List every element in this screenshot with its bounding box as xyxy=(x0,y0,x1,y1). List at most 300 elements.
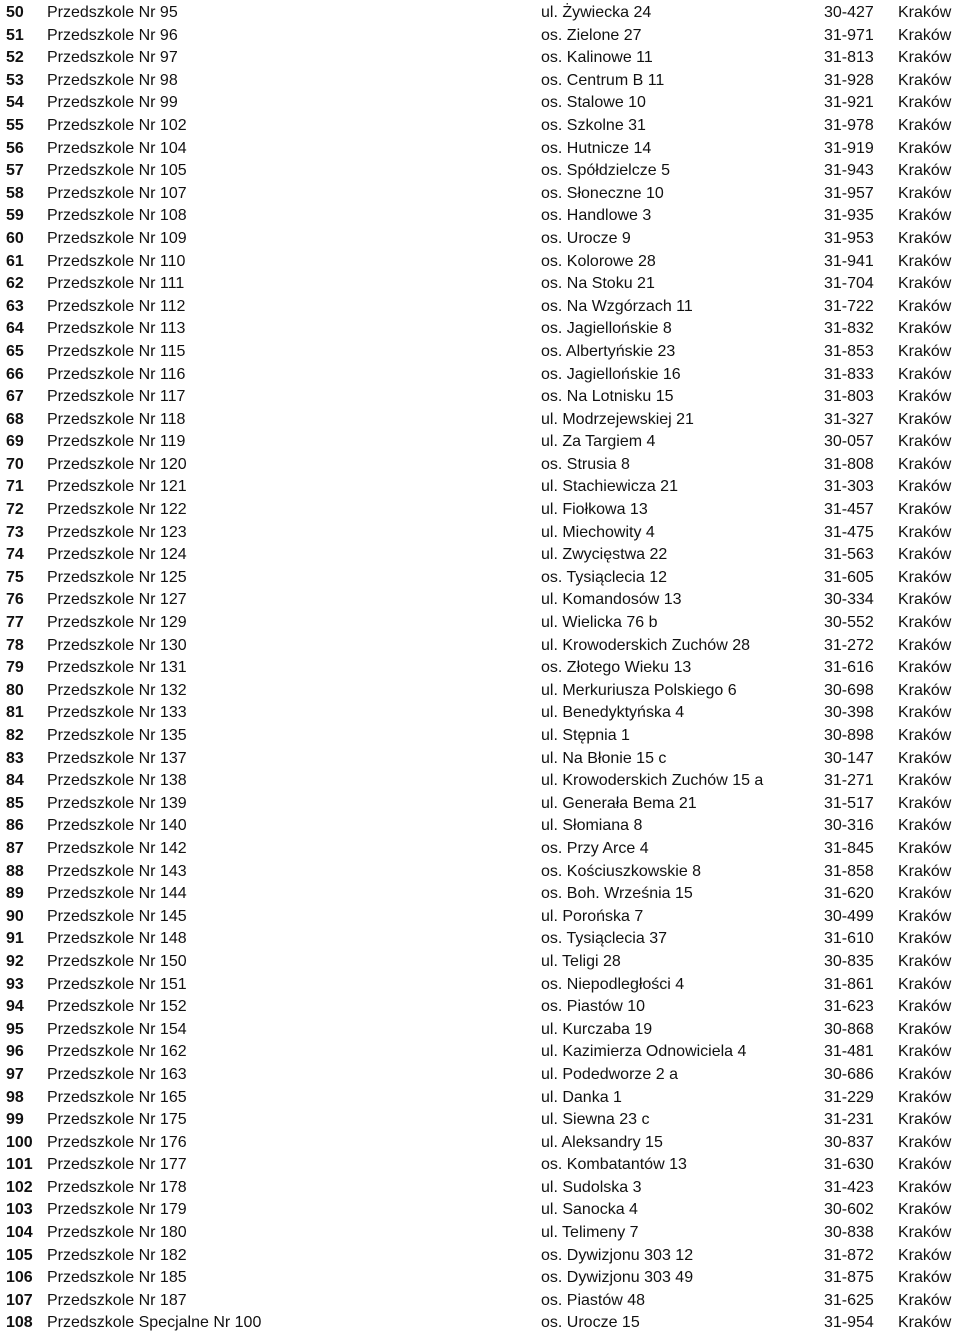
table-row xyxy=(0,544,960,567)
institution-name: Przedszkole Nr 116 xyxy=(47,365,186,383)
city: Kraków xyxy=(898,885,952,903)
institution-name: Przedszkole Nr 119 xyxy=(47,433,186,451)
row-number: 69 xyxy=(6,433,24,451)
street-address: os. Kalinowe 11 xyxy=(541,49,653,67)
postal-code: 31-625 xyxy=(824,1291,874,1309)
postal-code: 31-616 xyxy=(824,659,874,677)
row-number: 106 xyxy=(6,1269,33,1287)
row-number: 90 xyxy=(6,907,24,925)
city: Kraków xyxy=(898,1043,952,1061)
street-address: ul. Aleksandry 15 xyxy=(541,1133,663,1151)
postal-code: 31-928 xyxy=(824,71,874,89)
city: Kraków xyxy=(898,478,952,496)
institution-name: Przedszkole Nr 187 xyxy=(47,1291,187,1309)
table-row xyxy=(0,296,960,319)
street-address: os. Tysiąclecia 12 xyxy=(541,568,667,586)
postal-code: 30-898 xyxy=(824,727,874,744)
table-row xyxy=(0,974,960,997)
institution-name: Przedszkole Nr 137 xyxy=(47,749,187,767)
city: Kraków xyxy=(898,207,952,225)
postal-code: 30-398 xyxy=(824,704,874,722)
institution-name: Przedszkole Nr 120 xyxy=(47,455,187,473)
city: Kraków xyxy=(898,907,952,925)
table-row xyxy=(0,1064,960,1087)
street-address: ul. Modrzejewskiej 21 xyxy=(541,410,694,428)
postal-code: 30-057 xyxy=(824,433,874,451)
postal-code: 30-835 xyxy=(824,952,874,970)
table-row xyxy=(0,589,960,612)
institution-name: Przedszkole Nr 121 xyxy=(47,478,187,496)
institution-name: Przedszkole Nr 109 xyxy=(47,229,187,247)
street-address: ul. Merkuriusza Polskiego 6 xyxy=(541,681,737,699)
table-row xyxy=(0,996,960,1019)
postal-code: 31-605 xyxy=(824,568,874,586)
postal-code: 31-563 xyxy=(824,546,874,564)
table-row xyxy=(0,861,960,884)
institution-name: Przedszkole Nr 110 xyxy=(47,252,186,270)
table-row xyxy=(0,228,960,251)
postal-code: 31-919 xyxy=(824,139,874,157)
table-row xyxy=(0,635,960,658)
row-number: 63 xyxy=(6,297,24,315)
row-number: 72 xyxy=(6,501,24,519)
street-address: ul. Zwycięstwa 22 xyxy=(541,546,668,564)
street-address: os. Boh. Września 15 xyxy=(541,885,693,903)
institution-name: Przedszkole Nr 165 xyxy=(47,1088,187,1106)
row-number: 92 xyxy=(6,952,24,970)
table-row xyxy=(0,748,960,771)
postal-code: 31-813 xyxy=(824,49,874,67)
street-address: ul. Na Błonie 15 c xyxy=(541,749,667,767)
institution-name: Przedszkole Nr 122 xyxy=(47,501,187,519)
table-row xyxy=(0,657,960,680)
city: Kraków xyxy=(898,568,952,586)
table-row xyxy=(0,1177,960,1200)
street-address: ul. Stachiewicza 21 xyxy=(541,478,678,496)
row-number: 82 xyxy=(6,727,24,744)
city: Kraków xyxy=(898,410,952,428)
street-address: os. Strusia 8 xyxy=(541,455,630,473)
postal-code: 30-602 xyxy=(824,1201,874,1219)
row-number: 53 xyxy=(6,71,24,89)
row-number: 58 xyxy=(6,184,24,202)
street-address: os. Kolorowe 28 xyxy=(541,252,656,270)
table-row xyxy=(0,951,960,974)
postal-code: 31-229 xyxy=(824,1088,874,1106)
institution-name: Przedszkole Nr 99 xyxy=(47,94,178,112)
street-address: os. Centrum B 11 xyxy=(541,71,665,89)
city: Kraków xyxy=(898,1133,952,1151)
street-address: os. Dywizjonu 303 12 xyxy=(541,1246,694,1264)
street-address: os. Tysiąclecia 37 xyxy=(541,930,667,948)
street-address: os. Piastów 48 xyxy=(541,1291,646,1309)
postal-code: 31-517 xyxy=(824,794,874,812)
street-address: os. Jagiellońskie 16 xyxy=(541,365,681,383)
table-row xyxy=(0,205,960,228)
row-number: 104 xyxy=(6,1224,33,1242)
table-row xyxy=(0,115,960,138)
postal-code: 31-630 xyxy=(824,1156,874,1174)
postal-code: 31-303 xyxy=(824,478,874,496)
city: Kraków xyxy=(898,704,952,722)
city: Kraków xyxy=(898,49,952,67)
table-row xyxy=(0,838,960,861)
city: Kraków xyxy=(898,1088,952,1106)
institution-name: Przedszkole Nr 176 xyxy=(47,1133,187,1151)
row-number: 95 xyxy=(6,1020,24,1038)
row-number: 52 xyxy=(6,49,24,67)
city: Kraków xyxy=(898,229,952,247)
postal-code: 30-868 xyxy=(824,1020,874,1038)
table-row xyxy=(0,318,960,341)
street-address: os. Niepodległości 4 xyxy=(541,975,685,993)
row-number: 88 xyxy=(6,862,24,880)
street-address: ul. Generała Bema 21 xyxy=(541,794,697,812)
row-number: 65 xyxy=(6,342,24,360)
row-number: 51 xyxy=(6,26,24,44)
table-row xyxy=(0,1132,960,1155)
row-number: 105 xyxy=(6,1246,33,1264)
institution-name: Przedszkole Nr 180 xyxy=(47,1224,187,1242)
street-address: ul. Sudolska 3 xyxy=(541,1178,642,1196)
street-address: os. Kościuszkowskie 8 xyxy=(541,862,702,880)
table-row xyxy=(0,612,960,635)
institution-name: Przedszkole Nr 107 xyxy=(47,184,187,202)
institution-name: Przedszkole Nr 138 xyxy=(47,772,187,790)
table-row xyxy=(0,680,960,703)
city: Kraków xyxy=(898,4,952,21)
street-address: ul. Miechowity 4 xyxy=(541,523,655,541)
row-number: 80 xyxy=(6,681,24,699)
table-row xyxy=(0,770,960,793)
institution-name: Przedszkole Nr 129 xyxy=(47,614,187,632)
institution-name: Przedszkole Nr 123 xyxy=(47,523,187,541)
table-row xyxy=(0,1087,960,1110)
row-number: 103 xyxy=(6,1201,33,1219)
row-number: 54 xyxy=(6,94,24,112)
postal-code: 31-623 xyxy=(824,998,874,1016)
institution-name: Przedszkole Nr 113 xyxy=(47,320,186,338)
street-address: ul. Kazimierza Odnowiciela 4 xyxy=(541,1043,747,1061)
institution-name: Przedszkole Nr 98 xyxy=(47,71,178,89)
row-number: 71 xyxy=(6,478,24,496)
city: Kraków xyxy=(898,342,952,360)
postal-code: 31-808 xyxy=(824,455,874,473)
institution-name: Przedszkole Nr 182 xyxy=(47,1246,187,1264)
row-number: 56 xyxy=(6,139,24,157)
table-row xyxy=(0,476,960,499)
street-address: os. Handlowe 3 xyxy=(541,207,652,225)
postal-code: 30-686 xyxy=(824,1065,874,1083)
city: Kraków xyxy=(898,365,952,383)
institution-name: Przedszkole Nr 131 xyxy=(47,659,187,677)
postal-code: 31-953 xyxy=(824,229,874,247)
row-number: 89 xyxy=(6,885,24,903)
table-row xyxy=(0,906,960,929)
institution-name: Przedszkole Nr 111 xyxy=(47,275,185,293)
table-row xyxy=(0,160,960,183)
table-row xyxy=(0,70,960,93)
city: Kraków xyxy=(898,1065,952,1083)
postal-code: 31-423 xyxy=(824,1178,874,1196)
postal-code: 31-475 xyxy=(824,523,874,541)
city: Kraków xyxy=(898,252,952,270)
postal-code: 31-620 xyxy=(824,885,874,903)
street-address: ul. Komandosów 13 xyxy=(541,591,682,609)
city: Kraków xyxy=(898,275,952,293)
postal-code: 31-861 xyxy=(824,975,874,993)
city: Kraków xyxy=(898,184,952,202)
postal-code: 30-427 xyxy=(824,4,874,21)
street-address: os. Albertyńskie 23 xyxy=(541,342,676,360)
row-number: 98 xyxy=(6,1088,24,1106)
street-address: ul. Sanocka 4 xyxy=(541,1201,638,1219)
institution-name: Przedszkole Nr 133 xyxy=(47,704,187,722)
table-row xyxy=(0,2,960,25)
postal-code: 31-327 xyxy=(824,410,874,428)
row-number: 97 xyxy=(6,1065,24,1083)
city: Kraków xyxy=(898,1269,952,1287)
city: Kraków xyxy=(898,116,952,134)
street-address: os. Szkolne 31 xyxy=(541,116,646,134)
institution-name: Przedszkole Nr 143 xyxy=(47,862,187,880)
row-number: 108 xyxy=(6,1314,33,1332)
postal-code: 31-978 xyxy=(824,116,874,134)
street-address: os. Urocze 15 xyxy=(541,1314,640,1332)
row-number: 73 xyxy=(6,523,24,541)
street-address: ul. Wielicka 76 b xyxy=(541,614,658,632)
table-row xyxy=(0,431,960,454)
street-address: ul. Porońska 7 xyxy=(541,907,644,925)
table-row xyxy=(0,522,960,545)
city: Kraków xyxy=(898,1020,952,1038)
city: Kraków xyxy=(898,839,952,857)
postal-code: 31-935 xyxy=(824,207,874,225)
table-row xyxy=(0,183,960,206)
row-number: 50 xyxy=(6,4,24,21)
postal-code: 31-610 xyxy=(824,930,874,948)
street-address: ul. Kurczaba 19 xyxy=(541,1020,653,1038)
table-row xyxy=(0,1312,960,1335)
row-number: 93 xyxy=(6,975,24,993)
institution-name: Przedszkole Nr 163 xyxy=(47,1065,187,1083)
postal-code: 31-704 xyxy=(824,275,874,293)
postal-code: 30-334 xyxy=(824,591,874,609)
city: Kraków xyxy=(898,772,952,790)
row-number: 77 xyxy=(6,614,24,632)
street-address: os. Stalowe 10 xyxy=(541,94,646,112)
row-number: 78 xyxy=(6,636,24,654)
institution-name: Przedszkole Nr 150 xyxy=(47,952,187,970)
city: Kraków xyxy=(898,71,952,89)
street-address: os. Zielone 27 xyxy=(541,26,642,44)
postal-code: 31-722 xyxy=(824,297,874,315)
row-number: 99 xyxy=(6,1111,24,1129)
city: Kraków xyxy=(898,614,952,632)
table-row xyxy=(0,409,960,432)
row-number: 59 xyxy=(6,207,24,225)
row-number: 94 xyxy=(6,998,24,1016)
row-number: 107 xyxy=(6,1291,33,1309)
table-row xyxy=(0,1290,960,1313)
row-number: 66 xyxy=(6,365,24,383)
table-row xyxy=(0,928,960,951)
institution-name: Przedszkole Nr 95 xyxy=(47,4,178,21)
street-address: ul. Teligi 28 xyxy=(541,952,621,970)
city: Kraków xyxy=(898,139,952,157)
institution-name: Przedszkole Specjalne Nr 100 xyxy=(47,1314,262,1332)
institution-name: Przedszkole Nr 96 xyxy=(47,26,178,44)
row-number: 70 xyxy=(6,455,24,473)
postal-code: 31-845 xyxy=(824,839,874,857)
street-address: os. Kombatantów 13 xyxy=(541,1156,687,1174)
city: Kraków xyxy=(898,433,952,451)
street-address: ul. Krowoderskich Zuchów 15 a xyxy=(541,772,764,790)
postal-code: 31-832 xyxy=(824,320,874,338)
table-row xyxy=(0,1154,960,1177)
table-row xyxy=(0,1109,960,1132)
institution-name: Przedszkole Nr 117 xyxy=(47,388,186,406)
street-address: ul. Żywiecka 24 xyxy=(541,4,652,21)
institution-name: Przedszkole Nr 148 xyxy=(47,930,187,948)
row-number: 57 xyxy=(6,162,24,180)
row-number: 86 xyxy=(6,817,24,835)
street-address: os. Jagiellońskie 8 xyxy=(541,320,672,338)
institution-name: Przedszkole Nr 154 xyxy=(47,1020,187,1038)
table-row xyxy=(0,499,960,522)
street-address: ul. Siewna 23 c xyxy=(541,1111,650,1129)
institution-name: Przedszkole Nr 108 xyxy=(47,207,187,225)
postal-code: 31-481 xyxy=(824,1043,874,1061)
street-address: os. Na Lotnisku 15 xyxy=(541,388,674,406)
table-row xyxy=(0,92,960,115)
city: Kraków xyxy=(898,636,952,654)
city: Kraków xyxy=(898,388,952,406)
city: Kraków xyxy=(898,1246,952,1264)
row-number: 55 xyxy=(6,116,24,134)
postal-code: 31-971 xyxy=(824,26,874,44)
institution-name: Przedszkole Nr 97 xyxy=(47,49,178,67)
street-address: os. Przy Arce 4 xyxy=(541,839,649,857)
row-number: 81 xyxy=(6,704,24,722)
city: Kraków xyxy=(898,817,952,835)
postal-code: 31-457 xyxy=(824,501,874,519)
table-row xyxy=(0,793,960,816)
city: Kraków xyxy=(898,862,952,880)
table-row xyxy=(0,364,960,387)
table-row xyxy=(0,1199,960,1222)
institution-name: Przedszkole Nr 115 xyxy=(47,342,186,360)
street-address: ul. Za Targiem 4 xyxy=(541,433,656,451)
postal-code: 30-147 xyxy=(824,749,874,767)
city: Kraków xyxy=(898,94,952,112)
institution-name: Przedszkole Nr 152 xyxy=(47,998,187,1016)
row-number: 74 xyxy=(6,546,24,564)
city: Kraków xyxy=(898,320,952,338)
street-address: os. Spółdzielcze 5 xyxy=(541,162,670,180)
institution-name: Przedszkole Nr 145 xyxy=(47,907,187,925)
city: Kraków xyxy=(898,501,952,519)
institution-name: Przedszkole Nr 178 xyxy=(47,1178,187,1196)
institution-name: Przedszkole Nr 151 xyxy=(47,975,187,993)
street-address: ul. Fiołkowa 13 xyxy=(541,501,648,519)
street-address: ul. Słomiana 8 xyxy=(541,817,643,835)
row-number: 68 xyxy=(6,410,24,428)
city: Kraków xyxy=(898,1156,952,1174)
institution-name: Przedszkole Nr 177 xyxy=(47,1156,187,1174)
institution-name: Przedszkole Nr 104 xyxy=(47,139,187,157)
street-address: ul. Podedworze 2 a xyxy=(541,1065,678,1083)
institution-name: Przedszkole Nr 112 xyxy=(47,297,186,315)
row-number: 76 xyxy=(6,591,24,609)
postal-code: 31-954 xyxy=(824,1314,874,1332)
row-number: 101 xyxy=(6,1156,33,1174)
table-row xyxy=(0,1222,960,1245)
street-address: os. Słoneczne 10 xyxy=(541,184,664,202)
kindergarten-address-table xyxy=(0,2,960,1335)
institution-name: Przedszkole Nr 179 xyxy=(47,1201,187,1219)
street-address: os. Piastów 10 xyxy=(541,998,646,1016)
row-number: 83 xyxy=(6,749,24,767)
city: Kraków xyxy=(898,162,952,180)
city: Kraków xyxy=(898,998,952,1016)
table-row xyxy=(0,1267,960,1290)
city: Kraków xyxy=(898,794,952,812)
table-row xyxy=(0,251,960,274)
street-address: ul. Krowoderskich Zuchów 28 xyxy=(541,636,750,654)
street-address: os. Złotego Wieku 13 xyxy=(541,659,692,677)
postal-code: 31-833 xyxy=(824,365,874,383)
city: Kraków xyxy=(898,727,952,744)
row-number: 79 xyxy=(6,659,24,677)
postal-code: 30-837 xyxy=(824,1133,874,1151)
postal-code: 30-316 xyxy=(824,817,874,835)
postal-code: 30-499 xyxy=(824,907,874,925)
table-row xyxy=(0,702,960,725)
institution-name: Przedszkole Nr 130 xyxy=(47,636,187,654)
institution-name: Przedszkole Nr 105 xyxy=(47,162,187,180)
institution-name: Przedszkole Nr 135 xyxy=(47,727,187,744)
postal-code: 31-853 xyxy=(824,342,874,360)
row-number: 61 xyxy=(6,252,24,270)
row-number: 85 xyxy=(6,794,24,812)
street-address: os. Hutnicze 14 xyxy=(541,139,652,157)
postal-code: 31-872 xyxy=(824,1246,874,1264)
street-address: os. Na Wzgórzach 11 xyxy=(541,297,693,315)
city: Kraków xyxy=(898,930,952,948)
city: Kraków xyxy=(898,591,952,609)
table-row xyxy=(0,1019,960,1042)
city: Kraków xyxy=(898,523,952,541)
postal-code: 31-272 xyxy=(824,636,874,654)
row-number: 87 xyxy=(6,839,24,857)
table-row xyxy=(0,386,960,409)
postal-code: 31-858 xyxy=(824,862,874,880)
row-number: 96 xyxy=(6,1043,24,1061)
table-row xyxy=(0,138,960,161)
street-address: ul. Stępnia 1 xyxy=(541,727,630,744)
table-row xyxy=(0,1245,960,1268)
city: Kraków xyxy=(898,26,952,44)
postal-code: 31-921 xyxy=(824,94,874,112)
institution-name: Przedszkole Nr 102 xyxy=(47,116,187,134)
city: Kraków xyxy=(898,1201,952,1219)
city: Kraków xyxy=(898,681,952,699)
city: Kraków xyxy=(898,952,952,970)
row-number: 102 xyxy=(6,1178,33,1196)
institution-name: Przedszkole Nr 132 xyxy=(47,681,187,699)
postal-code: 31-875 xyxy=(824,1269,874,1287)
